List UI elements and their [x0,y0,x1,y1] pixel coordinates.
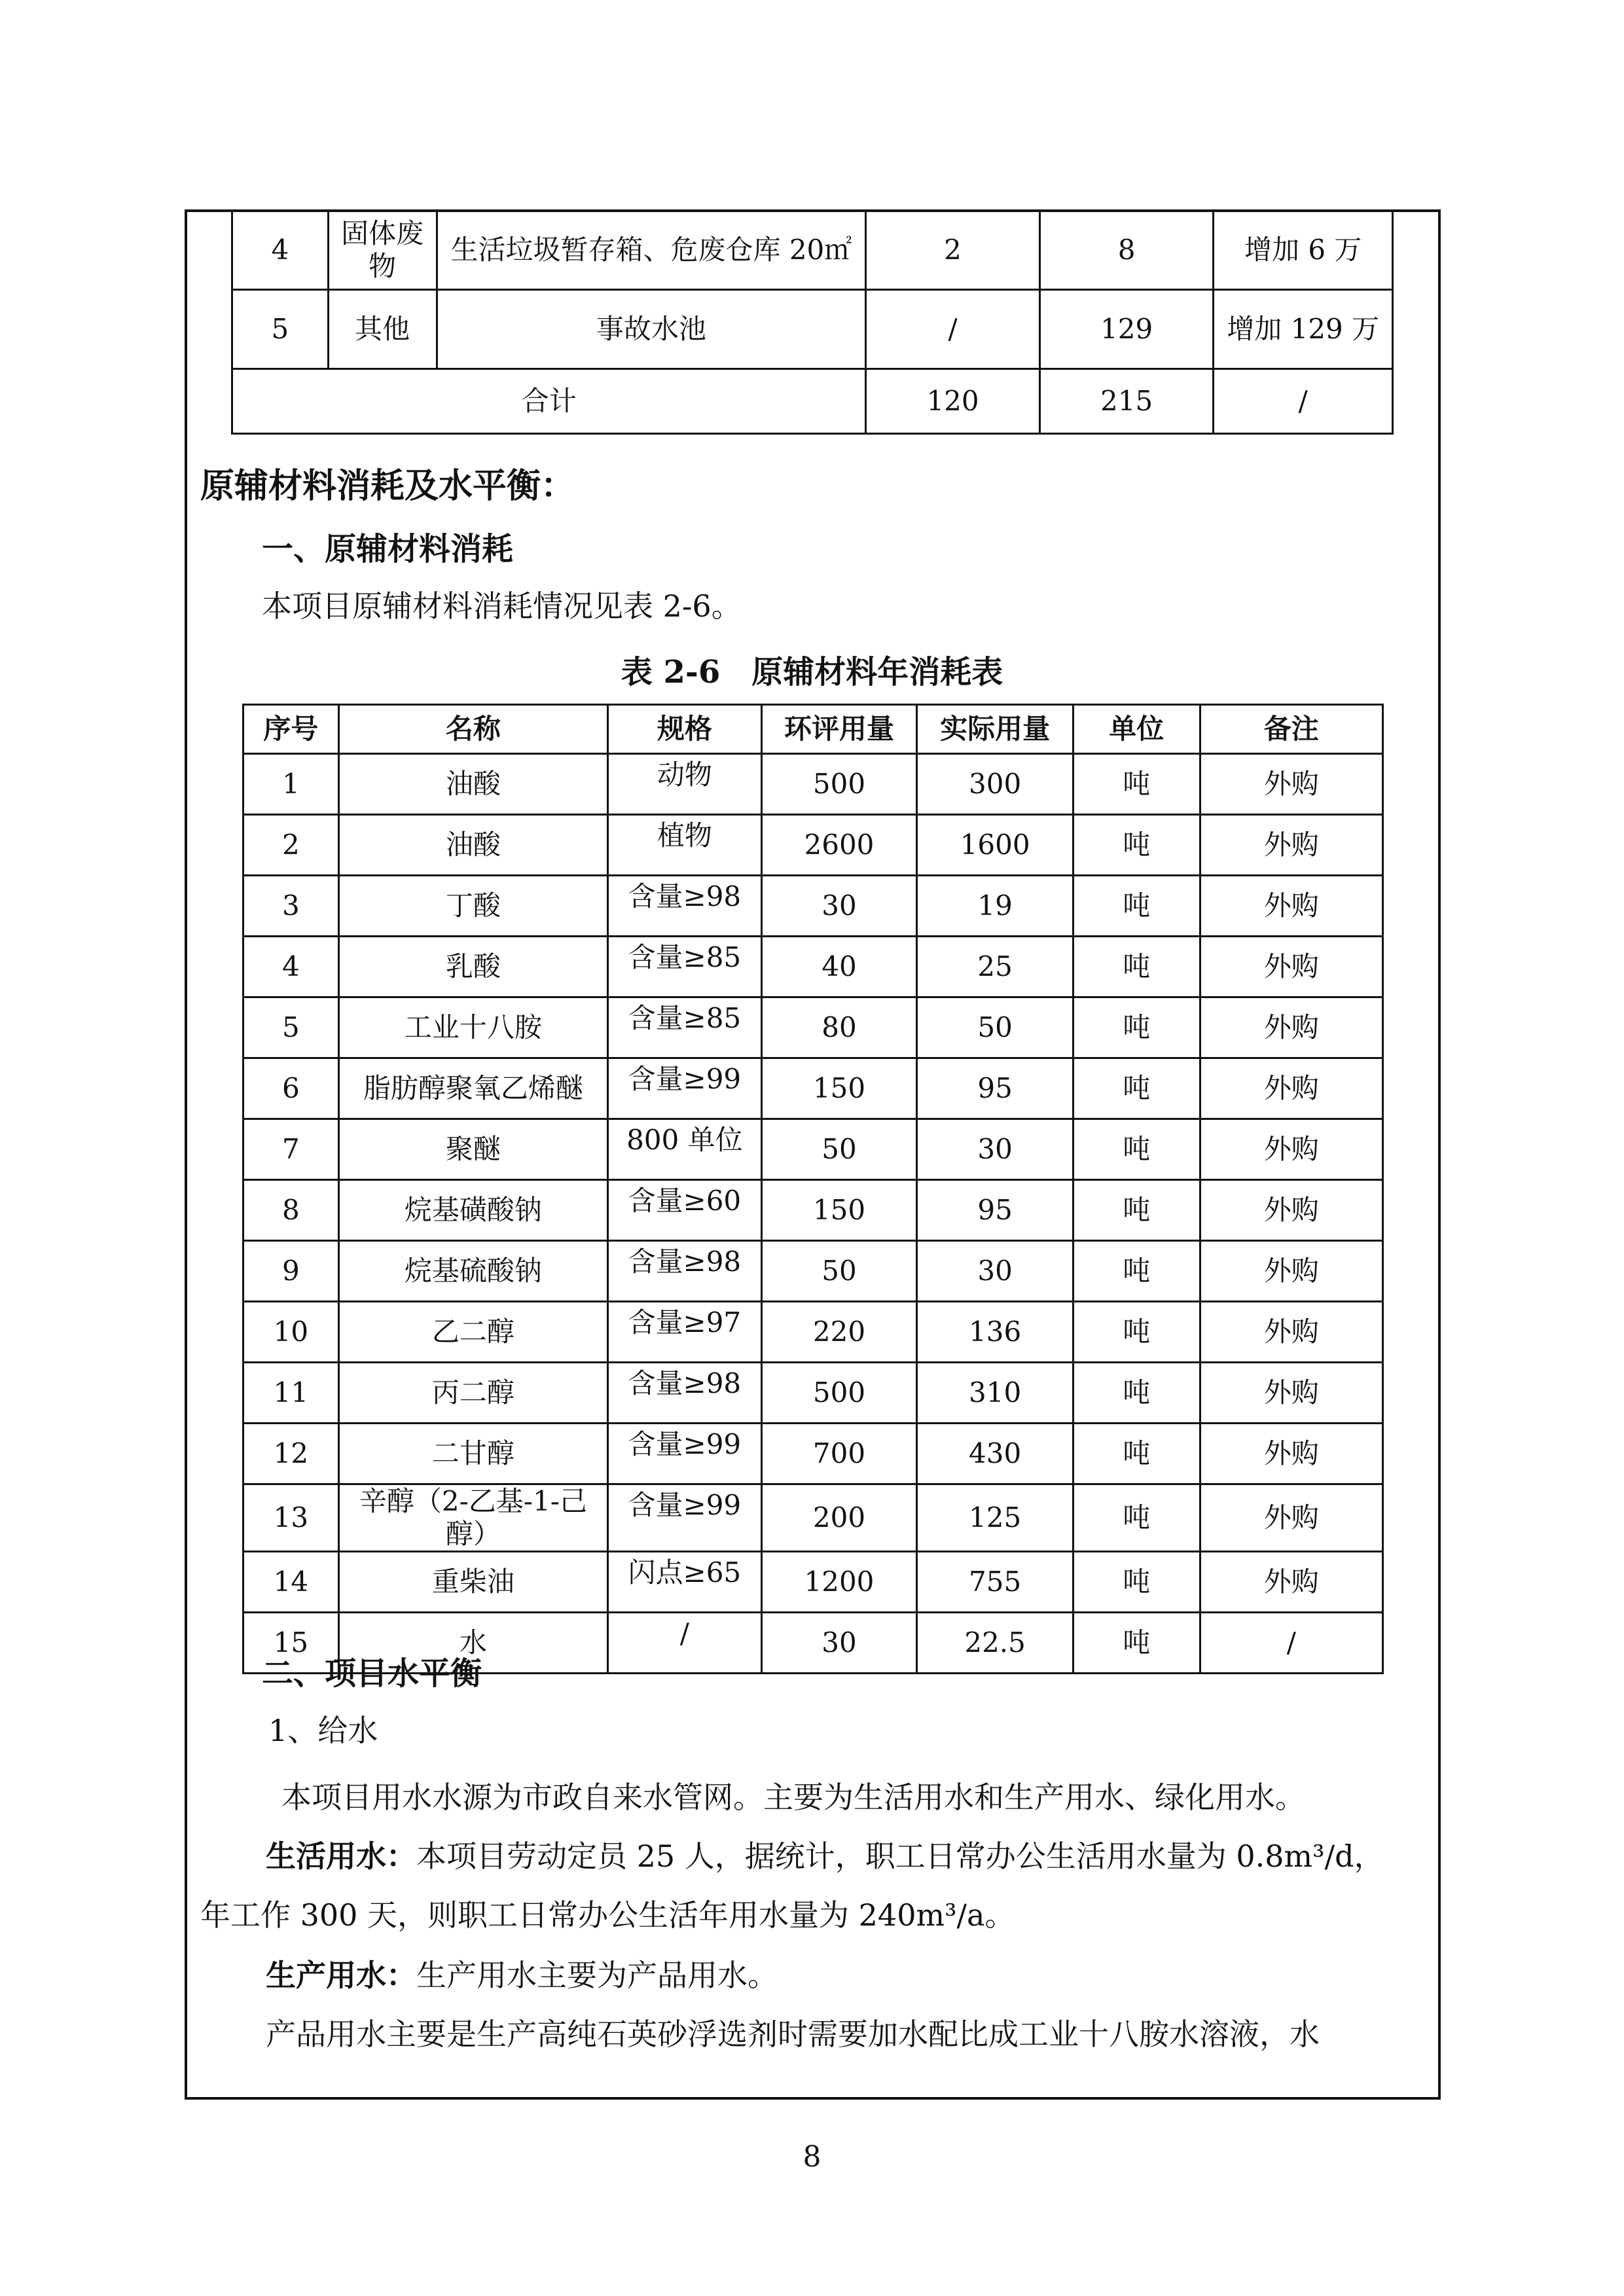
materials-header-cell: 序号 [244,705,339,754]
materials-cell-note: 外购 [1200,1241,1382,1302]
materials-cell-actual: 95 [917,1058,1074,1119]
materials-cell-name: 二甘醇 [338,1424,607,1484]
materials-cell-planned: 150 [761,1058,917,1119]
investment-cell-note: 增加 129 万 [1214,290,1393,369]
materials-cell-planned: 50 [761,1119,917,1180]
materials-cell-spec: 含量≥85 [608,997,762,1058]
materials-cell-unit: 吨 [1073,1613,1200,1674]
materials-cell-actual: 30 [917,1241,1074,1302]
materials-row [244,937,1383,997]
materials-cell-note: 外购 [1200,997,1382,1058]
production-water-label: 生产用水： [266,1958,416,1993]
materials-cell-name: 脂肪醇聚氧乙烯醚 [338,1058,607,1119]
materials-cell-note: 外购 [1200,876,1382,937]
materials-cell-no: 7 [244,1119,339,1180]
materials-cell-no: 6 [244,1058,339,1119]
materials-cell-name: 油酸 [338,815,607,876]
materials-cell-name: 丙二醇 [338,1363,607,1424]
materials-cell-unit: 吨 [1073,1302,1200,1363]
materials-cell-unit: 吨 [1073,997,1200,1058]
materials-cell-name: 乙二醇 [338,1302,607,1363]
materials-cell-actual: 300 [917,754,1074,815]
materials-row [244,1484,1383,1552]
materials-cell-note: 外购 [1200,1058,1382,1119]
materials-cell-unit: 吨 [1073,876,1200,937]
investment-cell-actual: 8 [1039,211,1214,290]
materials-cell-actual: 1600 [917,815,1074,876]
materials-cell-no: 10 [244,1302,339,1363]
investment-cell-no: 4 [232,211,329,290]
materials-row [244,1302,1383,1363]
materials-cell-note: 外购 [1200,1484,1382,1552]
materials-cell-no: 1 [244,754,339,815]
materials-cell-name: 辛醇（2-乙基-1-己醇） [338,1484,607,1552]
materials-cell-actual: 136 [917,1302,1074,1363]
materials-cell-unit: 吨 [1073,1180,1200,1241]
investment-cell-planned: / [866,290,1040,369]
materials-row [244,815,1383,876]
materials-cell-no: 9 [244,1241,339,1302]
materials-cell-name: 丁酸 [338,876,607,937]
materials-cell-actual: 95 [917,1180,1074,1241]
materials-row [244,1180,1383,1241]
materials-cell-no: 14 [244,1552,339,1613]
materials-cell-spec: 闪点≥65 [608,1552,762,1613]
materials-cell-planned: 30 [761,876,917,937]
materials-cell-planned: 150 [761,1180,917,1241]
materials-cell-planned: 30 [761,1613,917,1674]
materials-cell-unit: 吨 [1073,1058,1200,1119]
water-balance-heading: 二、项目水平衡 [262,1655,482,1692]
materials-cell-name: 烷基硫酸钠 [338,1241,607,1302]
materials-cell-unit: 吨 [1073,1552,1200,1613]
investment-row [232,211,1393,290]
materials-cell-name: 聚醚 [338,1119,607,1180]
investment-table [231,209,1394,435]
investment-total-row [232,369,1393,434]
production-water-text: 生产用水主要为产品用水。 [416,1958,778,1993]
materials-cell-unit: 吨 [1073,815,1200,876]
investment-cell-category: 固体废物 [328,211,437,290]
materials-row [244,997,1383,1058]
investment-cell-content: 事故水池 [437,290,866,369]
materials-cell-actual: 755 [917,1552,1074,1613]
materials-cell-note: / [1200,1613,1382,1674]
materials-cell-spec: 含量≥98 [608,1241,762,1302]
materials-header-cell: 实际用量 [917,705,1074,754]
materials-cell-spec: 含量≥60 [608,1180,762,1241]
materials-cell-actual: 25 [917,937,1074,997]
materials-cell-actual: 22.5 [917,1613,1074,1674]
materials-header-cell: 备注 [1200,705,1382,754]
materials-header-cell: 单位 [1073,705,1200,754]
materials-cell-actual: 50 [917,997,1074,1058]
materials-row [244,1119,1383,1180]
materials-cell-no: 5 [244,997,339,1058]
materials-cell-actual: 30 [917,1119,1074,1180]
materials-cell-planned: 80 [761,997,917,1058]
materials-cell-name: 重柴油 [338,1552,607,1613]
materials-cell-note: 外购 [1200,815,1382,876]
materials-cell-planned: 500 [761,754,917,815]
table-caption: 表 2-6 原辅材料年消耗表 [621,654,1003,691]
materials-cell-planned: 500 [761,1363,917,1424]
materials-header-cell: 规格 [608,705,762,754]
investment-cell-actual: 129 [1039,290,1214,369]
production-water-line [266,1952,778,1995]
total-label: 合计 [232,369,866,434]
product-water-paragraph: 产品用水主要是生产高纯石英砂浮选剂时需要加水配比成工业十八胺水溶液，水 [266,2017,1320,2052]
materials-cell-unit: 吨 [1073,1484,1200,1552]
total-actual: 215 [1039,369,1214,434]
materials-row [244,1058,1383,1119]
materials-cell-planned: 700 [761,1424,917,1484]
materials-cell-no: 11 [244,1363,339,1424]
materials-cell-no: 13 [244,1484,339,1552]
materials-row [244,876,1383,937]
materials-cell-unit: 吨 [1073,1241,1200,1302]
materials-cell-note: 外购 [1200,754,1382,815]
living-water-line2: 年工作 300 天，则职工日常办公生活年用水量为 240m³/a。 [200,1897,1015,1933]
materials-row [244,1424,1383,1484]
materials-cell-spec: 动物 [608,754,762,815]
materials-cell-no: 2 [244,815,339,876]
materials-cell-planned: 220 [761,1302,917,1363]
materials-cell-planned: 1200 [761,1552,917,1613]
materials-cell-unit: 吨 [1073,937,1200,997]
materials-cell-no: 8 [244,1180,339,1241]
materials-cell-note: 外购 [1200,1552,1382,1613]
materials-row [244,754,1383,815]
section-heading: 原辅材料消耗及水平衡： [200,466,575,506]
materials-cell-planned: 40 [761,937,917,997]
materials-cell-spec: 含量≥99 [608,1058,762,1119]
materials-cell-actual: 19 [917,876,1074,937]
living-water-text: 本项目劳动定员 25 人，据统计，职工日常办公生活用水量为 0.8m³/d， [416,1839,1384,1874]
materials-row [244,1552,1383,1613]
materials-cell-actual: 125 [917,1484,1074,1552]
materials-cell-spec: 含量≥85 [608,937,762,997]
materials-cell-spec: 植物 [608,815,762,876]
materials-cell-no: 12 [244,1424,339,1484]
materials-cell-note: 外购 [1200,1302,1382,1363]
materials-cell-note: 外购 [1200,1363,1382,1424]
materials-cell-unit: 吨 [1073,1424,1200,1484]
materials-cell-unit: 吨 [1073,1363,1200,1424]
materials-cell-spec: 含量≥98 [608,876,762,937]
materials-header-cell: 环评用量 [761,705,917,754]
materials-cell-unit: 吨 [1073,1119,1200,1180]
investment-cell-planned: 2 [866,211,1040,290]
materials-cell-name: 烷基磺酸钠 [338,1180,607,1241]
investment-cell-note: 增加 6 万 [1214,211,1393,290]
materials-cell-actual: 310 [917,1363,1074,1424]
investment-cell-no: 5 [232,290,329,369]
materials-cell-name: 油酸 [338,754,607,815]
materials-intro: 本项目原辅材料消耗情况见表 2-6。 [262,588,742,624]
materials-header-cell: 名称 [338,705,607,754]
materials-cell-note: 外购 [1200,1180,1382,1241]
total-note: / [1214,369,1393,434]
materials-cell-spec: 含量≥99 [608,1424,762,1484]
materials-cell-planned: 2600 [761,815,917,876]
materials-cell-actual: 430 [917,1424,1074,1484]
investment-cell-content: 生活垃圾暂存箱、危废仓库 20㎡ [437,211,866,290]
materials-cell-note: 外购 [1200,1119,1382,1180]
materials-row [244,1241,1383,1302]
materials-row [244,1363,1383,1424]
materials-cell-note: 外购 [1200,1424,1382,1484]
materials-subheading: 一、原辅材料消耗 [262,531,514,567]
total-planned: 120 [866,369,1040,434]
water-supply-heading: 1、给水 [268,1713,378,1748]
materials-cell-spec: 含量≥99 [608,1484,762,1552]
materials-cell-name: 水 [338,1613,607,1674]
page-number: 8 [803,2140,821,2174]
materials-cell-spec: 800 单位 [608,1119,762,1180]
water-source-paragraph: 本项目用水水源为市政自来水管网。主要为生活用水和生产用水、绿化用水。 [281,1780,1305,1815]
materials-cell-planned: 200 [761,1484,917,1552]
investment-row [232,290,1393,369]
materials-table [242,704,1384,1674]
materials-cell-no: 15 [244,1613,339,1674]
materials-cell-note: 外购 [1200,937,1382,997]
materials-cell-name: 乳酸 [338,937,607,997]
materials-cell-unit: 吨 [1073,754,1200,815]
investment-cell-category: 其他 [328,290,437,369]
living-water-label: 生活用水： [266,1839,416,1874]
materials-cell-no: 3 [244,876,339,937]
materials-cell-no: 4 [244,937,339,997]
materials-cell-spec: 含量≥97 [608,1302,762,1363]
living-water-line [266,1833,1384,1876]
materials-cell-name: 工业十八胺 [338,997,607,1058]
materials-cell-spec: / [608,1613,762,1674]
materials-cell-spec: 含量≥98 [608,1363,762,1424]
materials-cell-planned: 50 [761,1241,917,1302]
